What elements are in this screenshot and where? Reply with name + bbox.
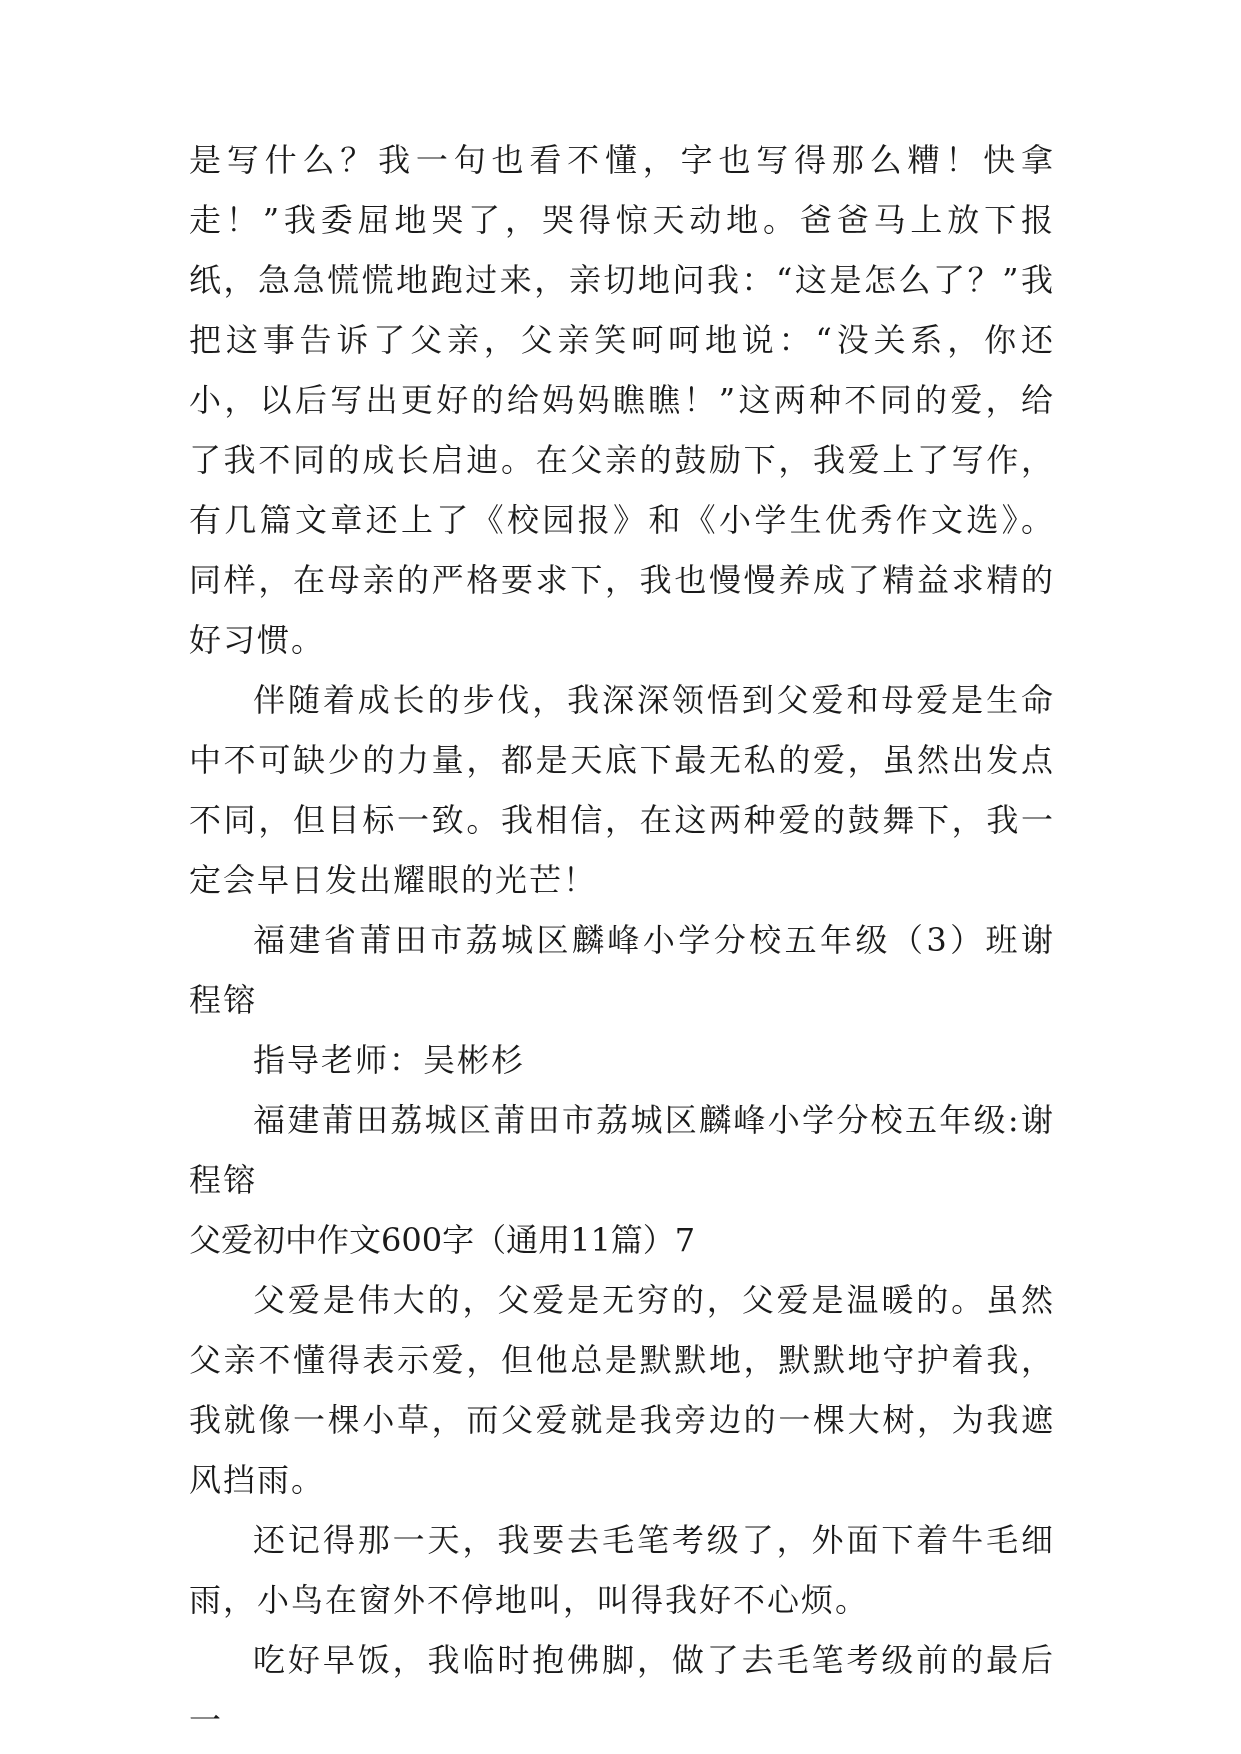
essay-heading: 父爱初中作文600字（通用11篇）7 [189, 1221, 696, 1259]
teacher-line: 指导老师：吴彬杉 [253, 1041, 526, 1079]
paragraph-memory: 还记得那一天，我要去毛笔考级了，外面下着牛毛细雨，小鸟在窗外不停地叫，叫得我好不心烦。 [189, 1521, 1055, 1619]
paragraph-breakfast: 吃好早饭，我临时抱佛脚，做了去毛笔考级前的最后一 [189, 1641, 1055, 1739]
paragraph-continuation: 是写什么？我一句也看不懂，字也写得那么糟！快拿走！”我委屈地哭了，哭得惊天动地。爸爸马上放下报纸，急急慌慌地跑过来，亲切地问我：“这是怎么了？”我把这事告诉了父亲，父亲笑呵呵地说：“没关系，你还小，以后写出更好的给妈妈瞧瞧！”这两种不同的爱，给了我不同的成长启迪。在父亲的鼓励下，我爱上了写作，有几篇文章还上了《校园报》和《小学生优秀作文选》。同样，在母亲的严格要求下，我也慢慢养成了精益求精的好习惯。 [189, 141, 1055, 659]
author-location-line: 福建莆田荔城区莆田市荔城区麟峰小学分校五年级:谢程镕 [189, 1101, 1055, 1199]
document-page [189, 130, 1055, 1750]
paragraph-conclusion: 伴随着成长的步伐，我深深领悟到父爱和母爱是生命中不可缺少的力量，都是天底下最无私的爱，虽然出发点不同，但目标一致。我相信，在这两种爱的鼓舞下，我一定会早日发出耀眼的光芒！ [189, 681, 1055, 899]
paragraph-intro: 父爱是伟大的，父爱是无穷的，父爱是温暖的。虽然父亲不懂得表示爱，但他总是默默地，默默地守护着我，我就像一棵小草，而父爱就是我旁边的一棵大树，为我遮风挡雨。 [189, 1281, 1055, 1499]
author-school-line: 福建省莆田市荔城区麟峰小学分校五年级（3）班谢程镕 [189, 921, 1055, 1019]
